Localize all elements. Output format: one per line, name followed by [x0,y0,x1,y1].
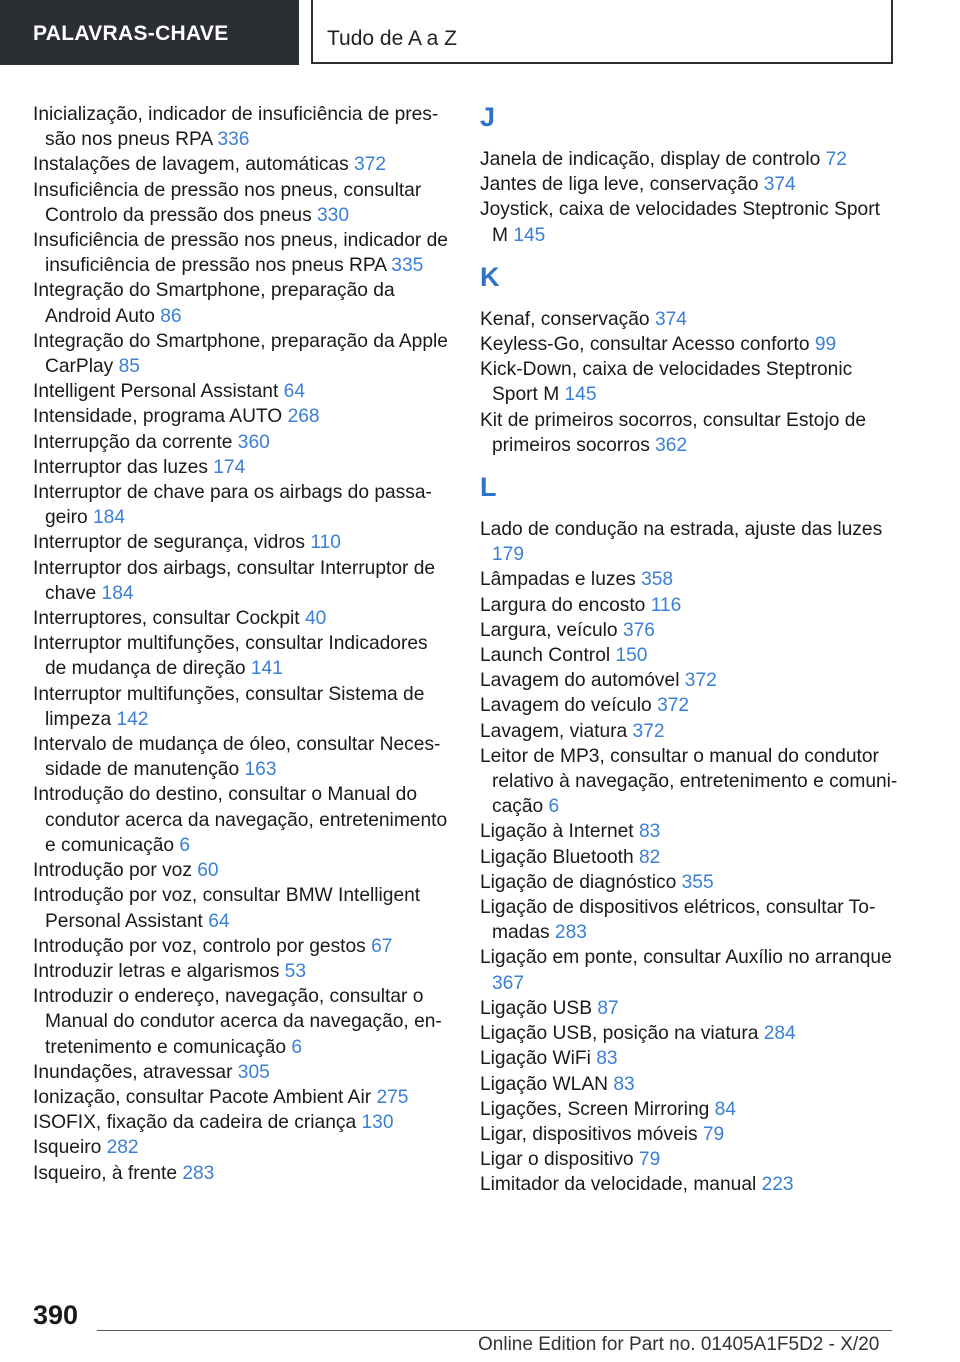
index-entry [480,567,900,592]
entry-page-link[interactable]: 110 [310,532,341,554]
entry-page-link[interactable]: 372 [657,695,690,717]
entry-page-link[interactable]: 305 [237,1061,270,1083]
entry-page-link[interactable]: 67 [371,935,393,957]
index-entry [33,1135,453,1160]
index-entry [33,480,453,530]
entry-term: Largura do encosto [480,594,651,616]
entry-page-link[interactable]: 275 [376,1086,409,1108]
entry-page-link[interactable]: 85 [118,356,140,378]
index-entry [480,1072,900,1097]
entry-term: Introdução por voz, consultar BMW Intelligent Personal Assistant [33,885,421,932]
entry-term: Introdução do destino, consultar o Manual do condutor acerca da navegação, entretenimento e comunicação [33,784,448,856]
index-entry [480,895,900,945]
entry-term: Lavagem, viatura [480,720,633,742]
entry-page-link[interactable]: 64 [283,381,305,403]
entry-term: Ligação Bluetooth [480,846,639,868]
entry-term: Kick-Down, caixa de velocidades Steptronic Sport M [480,359,853,406]
entry-term: Interruptor dos airbags, consultar Interruptor de chave [33,557,436,604]
entry-page-link[interactable]: 330 [317,204,350,226]
entry-term: Integração do Smartphone, preparação da Android Auto [33,280,395,327]
index-entry [480,1122,900,1147]
entry-page-link[interactable]: 40 [304,608,327,630]
entry-page-link[interactable]: 360 [237,431,270,453]
entry-term: Interruptor de chave para os airbags do passageiro [33,482,432,529]
index-entry [480,1097,900,1122]
index-entry [33,102,453,152]
entry-page-link[interactable]: 374 [654,308,687,330]
entry-page-link[interactable]: 283 [182,1162,215,1184]
index-entry [480,1046,900,1071]
entry-term: Introdução por voz [33,860,198,882]
index-entry [480,945,900,995]
index-entry [33,455,453,480]
index-entry [480,643,900,668]
index-entry [480,172,900,197]
entry-term: Ligação de diagnóstico [480,871,682,893]
index-entry [480,870,900,895]
entry-page-link[interactable]: 87 [597,997,619,1019]
index-entry [480,1172,900,1197]
index-entry [33,1085,453,1110]
entry-term: Lado de condução na estrada, ajuste das luzes [480,519,883,541]
entry-page-link[interactable]: 374 [763,174,796,196]
entry-term: Inundações, atravessar [33,1061,238,1083]
entry-term: Introdução por voz, controlo por gestos [33,935,372,957]
entry-term: Interruptor multifunções, consultar Sistema de limpeza [33,683,425,730]
entry-page-link[interactable]: 184 [93,507,126,529]
entry-page-link[interactable]: 179 [492,544,525,566]
entry-page-link[interactable]: 145 [564,384,597,406]
index-entry [33,430,453,455]
entry-term: Ligação USB [480,997,598,1019]
index-entry [33,631,453,681]
entry-page-link[interactable]: 283 [554,922,587,944]
entry-page-link[interactable]: 376 [622,619,655,641]
entry-page-link[interactable]: 99 [814,334,837,356]
entry-term: Joystick, caixa de velocidades Steptronic Sport M [480,199,880,246]
entry-term: Ligações, Screen Mirroring [480,1098,715,1120]
entry-term: Jantes de liga leve, conservação [480,174,764,196]
entry-page-link[interactable]: 82 [638,846,661,868]
header-title-box [311,0,893,64]
footer-edition: Online Edition for Part no. 01405A1F5D2 - X/20 [478,1334,880,1355]
entry-term: Interruptor de segurança, vidros [33,532,311,554]
index-entry [33,152,453,177]
index-entry [33,278,453,328]
entry-term: Interruptores, consultar Cockpit [33,608,305,630]
footer-divider [97,1330,892,1331]
index-entry [33,934,453,959]
index-entry [33,404,453,429]
section-letter: K [480,261,500,292]
entry-term: Ligação USB, posição na viatura [480,1023,764,1045]
entry-term: Interrupção da corrente [33,431,238,453]
entry-term: Kit de primeiros socorros, consultar Estojo de primeiros socorros [480,409,867,456]
entry-term: Intelligent Personal Assistant [33,381,284,403]
entry-term: Keyless-Go, consultar Acesso conforto [480,334,815,356]
entry-term: Inicialização, indicador de insuficiência de pressão nos pneus RPA [33,104,439,151]
entry-page-link[interactable]: 284 [763,1023,796,1045]
entry-page-link[interactable]: 83 [613,1073,635,1095]
index-entry [33,984,453,1060]
index-entry [480,1147,900,1172]
entry-page-link[interactable]: 372 [354,154,387,176]
section-label: PALAVRAS-CHAVE [33,22,229,45]
entry-page-link[interactable]: 184 [101,582,134,604]
index-entry [480,819,900,844]
entry-page-link[interactable]: 223 [761,1174,794,1196]
index-entry [33,329,453,379]
entry-page-link[interactable]: 268 [287,406,320,428]
entry-term: Ligação de dispositivos elétricos, consultar Tomadas [480,897,876,944]
entry-term: Ligar o dispositivo [480,1149,639,1171]
entry-page-link[interactable]: 141 [250,658,283,680]
index-entry [480,744,900,820]
entry-term: Ligação WLAN [480,1073,614,1095]
entry-term: Isqueiro, à frente [33,1162,183,1184]
entry-term: Interruptor das luzes [33,456,214,478]
entry-term: Ligação à Internet [480,821,639,843]
entry-page-link[interactable]: 150 [615,645,648,667]
entry-term: Instalações de lavagem, automáticas [33,154,355,176]
entry-term: Ligação em ponte, consultar Auxílio no arranque [480,947,892,969]
entry-page-link[interactable]: 163 [244,759,277,781]
entry-page-link[interactable]: 79 [702,1123,725,1145]
entry-page-link[interactable]: 145 [513,224,546,246]
index-entry [480,693,900,718]
index-entry [33,228,453,278]
index-entry [33,530,453,555]
section-letter: L [480,472,497,503]
entry-page-link[interactable]: 362 [655,434,688,456]
entry-term: Integração do Smartphone, preparação da Apple CarPlay [33,330,448,378]
entry-page-link[interactable]: 64 [208,910,230,932]
index-column-right [480,102,900,1198]
entry-page-link[interactable]: 336 [217,129,250,151]
index-entry [480,408,900,458]
index-entry [480,618,900,643]
entry-page-link[interactable]: 116 [650,594,682,616]
index-entry [33,379,453,404]
index-entry [33,959,453,984]
index-entry [33,1110,453,1135]
entry-term: Kenaf, conservação [480,308,655,330]
entry-page-link[interactable]: 142 [116,708,149,730]
index-entry [480,147,900,172]
entry-page-link[interactable]: 355 [681,871,714,893]
index-entry [33,178,453,228]
entry-page-link[interactable]: 6 [291,1036,303,1058]
entry-term: Lavagem do veículo [480,695,658,717]
index-entry [480,719,900,744]
entry-page-link[interactable]: 6 [548,796,560,818]
entry-page-link[interactable]: 84 [714,1098,736,1120]
index-entry [480,307,900,332]
entry-page-link[interactable]: 282 [106,1137,139,1159]
entry-term: Introduzir o endereço, navegação, consultar o Manual do condutor acerca da navegação, entretenimento e comunicação [33,986,442,1058]
entry-page-link[interactable]: 72 [825,149,847,170]
index-entry [480,593,900,618]
entry-page-link[interactable]: 335 [391,255,424,277]
entry-page-link[interactable]: 6 [179,834,191,856]
entry-page-link[interactable]: 83 [638,821,661,843]
index-entry [480,357,900,407]
entry-term: Insuficiência de pressão nos pneus, indicador de insuficiência de pressão nos pneus RPA [33,230,448,277]
entry-term: Ligar, dispositivos móveis [480,1123,703,1145]
entry-page-link[interactable]: 358 [641,569,674,591]
entry-page-link[interactable]: 53 [284,960,307,982]
entry-page-link[interactable]: 79 [638,1149,661,1171]
entry-term: Launch Control [480,645,616,667]
index-entry [33,883,453,933]
entry-term: Janela de indicação, display de controlo [480,149,826,170]
entry-term: Insuficiência de pressão nos pneus, consultar Controlo da pressão dos pneus [33,179,422,226]
section-tab [0,0,299,65]
section-letter: J [480,102,496,132]
index-entry [480,1021,900,1046]
index-entry [480,197,900,247]
entry-term: Lavagem do automóvel [480,670,685,692]
entry-term: ISOFIX, fixação da cadeira de criança [33,1112,362,1134]
entry-term: Intensidade, programa AUTO [33,406,288,428]
entry-page-link[interactable]: 86 [160,305,182,327]
index-entry [480,845,900,870]
entry-term: Ligação WiFi [480,1048,597,1070]
index-entry [480,668,900,693]
index-entry [480,332,900,357]
index-entry [33,858,453,883]
entry-term: Lâmpadas e luzes [480,569,642,591]
entry-term: Intervalo de mudança de óleo, consultar Necessidade de manutenção [33,734,441,781]
page-number: 390 [33,1300,79,1330]
index-entry [33,1161,453,1186]
entry-term: Ionização, consultar Pacote Ambient Air [33,1086,377,1108]
index-entry [33,606,453,631]
entry-term: Interruptor multifunções, consultar Indicadores de mudança de direção [33,633,428,680]
index-entry [33,782,453,858]
entry-term: Introduzir letras e algarismos [33,960,285,982]
index-entry [33,732,453,782]
index-entry [480,517,900,567]
page-title: Tudo de A a Z [327,27,457,50]
entry-page-link[interactable]: 60 [197,860,219,882]
entry-page-link[interactable]: 372 [632,720,665,742]
index-entry [33,1060,453,1085]
index-entry [33,682,453,732]
entry-page-link[interactable]: 130 [361,1112,394,1134]
entry-page-link[interactable]: 174 [213,456,246,478]
index-entry [480,996,900,1021]
entry-term: Largura, veículo [480,619,623,641]
entry-page-link[interactable]: 83 [596,1048,618,1070]
entry-term: Leitor de MP3, consultar o manual do condutor relativo à navegação, entretenimento e comunicação [480,745,898,818]
index-entry [33,556,453,606]
entry-page-link[interactable]: 372 [684,670,717,692]
entry-page-link[interactable]: 367 [492,972,525,994]
entry-term: Isqueiro [33,1137,107,1159]
index-column-left [33,102,453,1186]
entry-term: Limitador da velocidade, manual [480,1174,762,1196]
